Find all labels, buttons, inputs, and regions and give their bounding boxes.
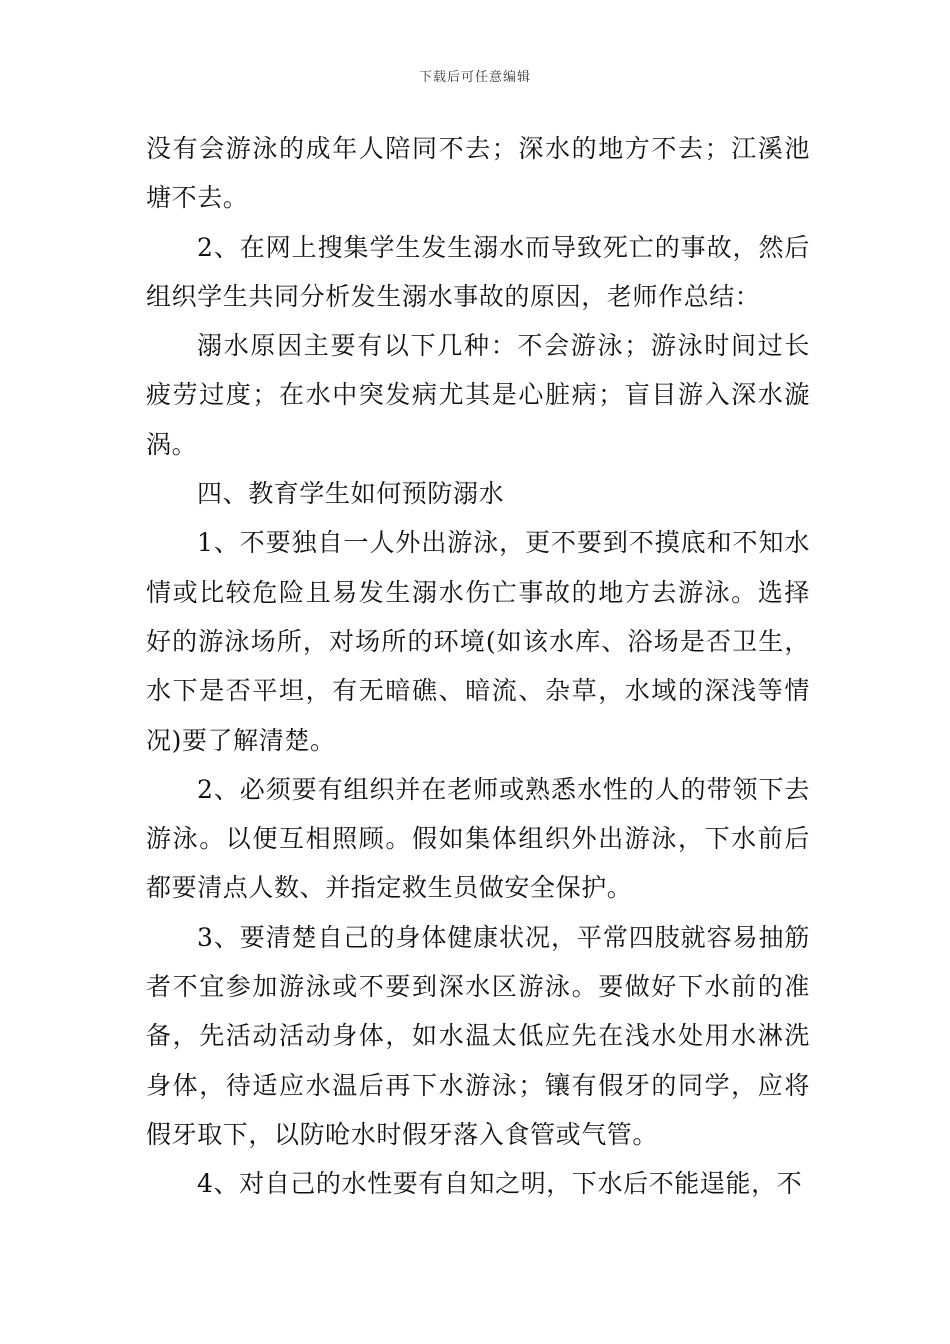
paragraph-item-4: 4、对自己的水性要有自知之明，下水后不能逞能，不 bbox=[197, 1169, 803, 1199]
page-header: 下载后可任意编辑 bbox=[418, 70, 531, 85]
section-heading-prevention: 四、教育学生如何预防溺水 bbox=[197, 479, 505, 509]
document-body bbox=[146, 124, 810, 1209]
paragraph-item-3: 3、要清楚自己的身体健康状况，平常四肢就容易抽筋者不宜参加游泳或不要到深水区游泳。要做好下水前的准备，先活动活动身体，如水温太低应先在浅水处用水淋洗身体，待适应水温后再下水游泳；镶有假牙的同学，应将假牙取下，以防呛水时假牙落入食管或气管。 bbox=[146, 922, 810, 1149]
paragraph-continued: 没有会游泳的成年人陪同不去；深水的地方不去；江溪池塘不去。 bbox=[146, 134, 810, 213]
paragraph-item-2: 2、必须要有组织并在老师或熟悉水性的人的带领下去游泳。以便互相照顾。假如集体组织外出游泳，下水前后都要清点人数、并指定救生员做安全保护。 bbox=[146, 774, 810, 903]
paragraph-item-2-search: 2、在网上搜集学生发生溺水而导致死亡的事故，然后组织学生共同分析发生溺水事故的原因，老师作总结： bbox=[146, 232, 810, 311]
paragraph-item-1: 1、不要独自一人外出游泳，更不要到不摸底和不知水情或比较危险且易发生溺水伤亡事故的地方去游泳。选择好的游泳场所，对场所的环境(如该水库、浴场是否卫生，水下是否平坦，有无暗礁、暗流、杂草，水域的深浅等情况)要了解清楚。 bbox=[146, 528, 810, 755]
paragraph-drowning-causes: 溺水原因主要有以下几种：不会游泳；游泳时间过长疲劳过度；在水中突发病尤其是心脏病；盲目游入深水漩涡。 bbox=[146, 331, 810, 459]
